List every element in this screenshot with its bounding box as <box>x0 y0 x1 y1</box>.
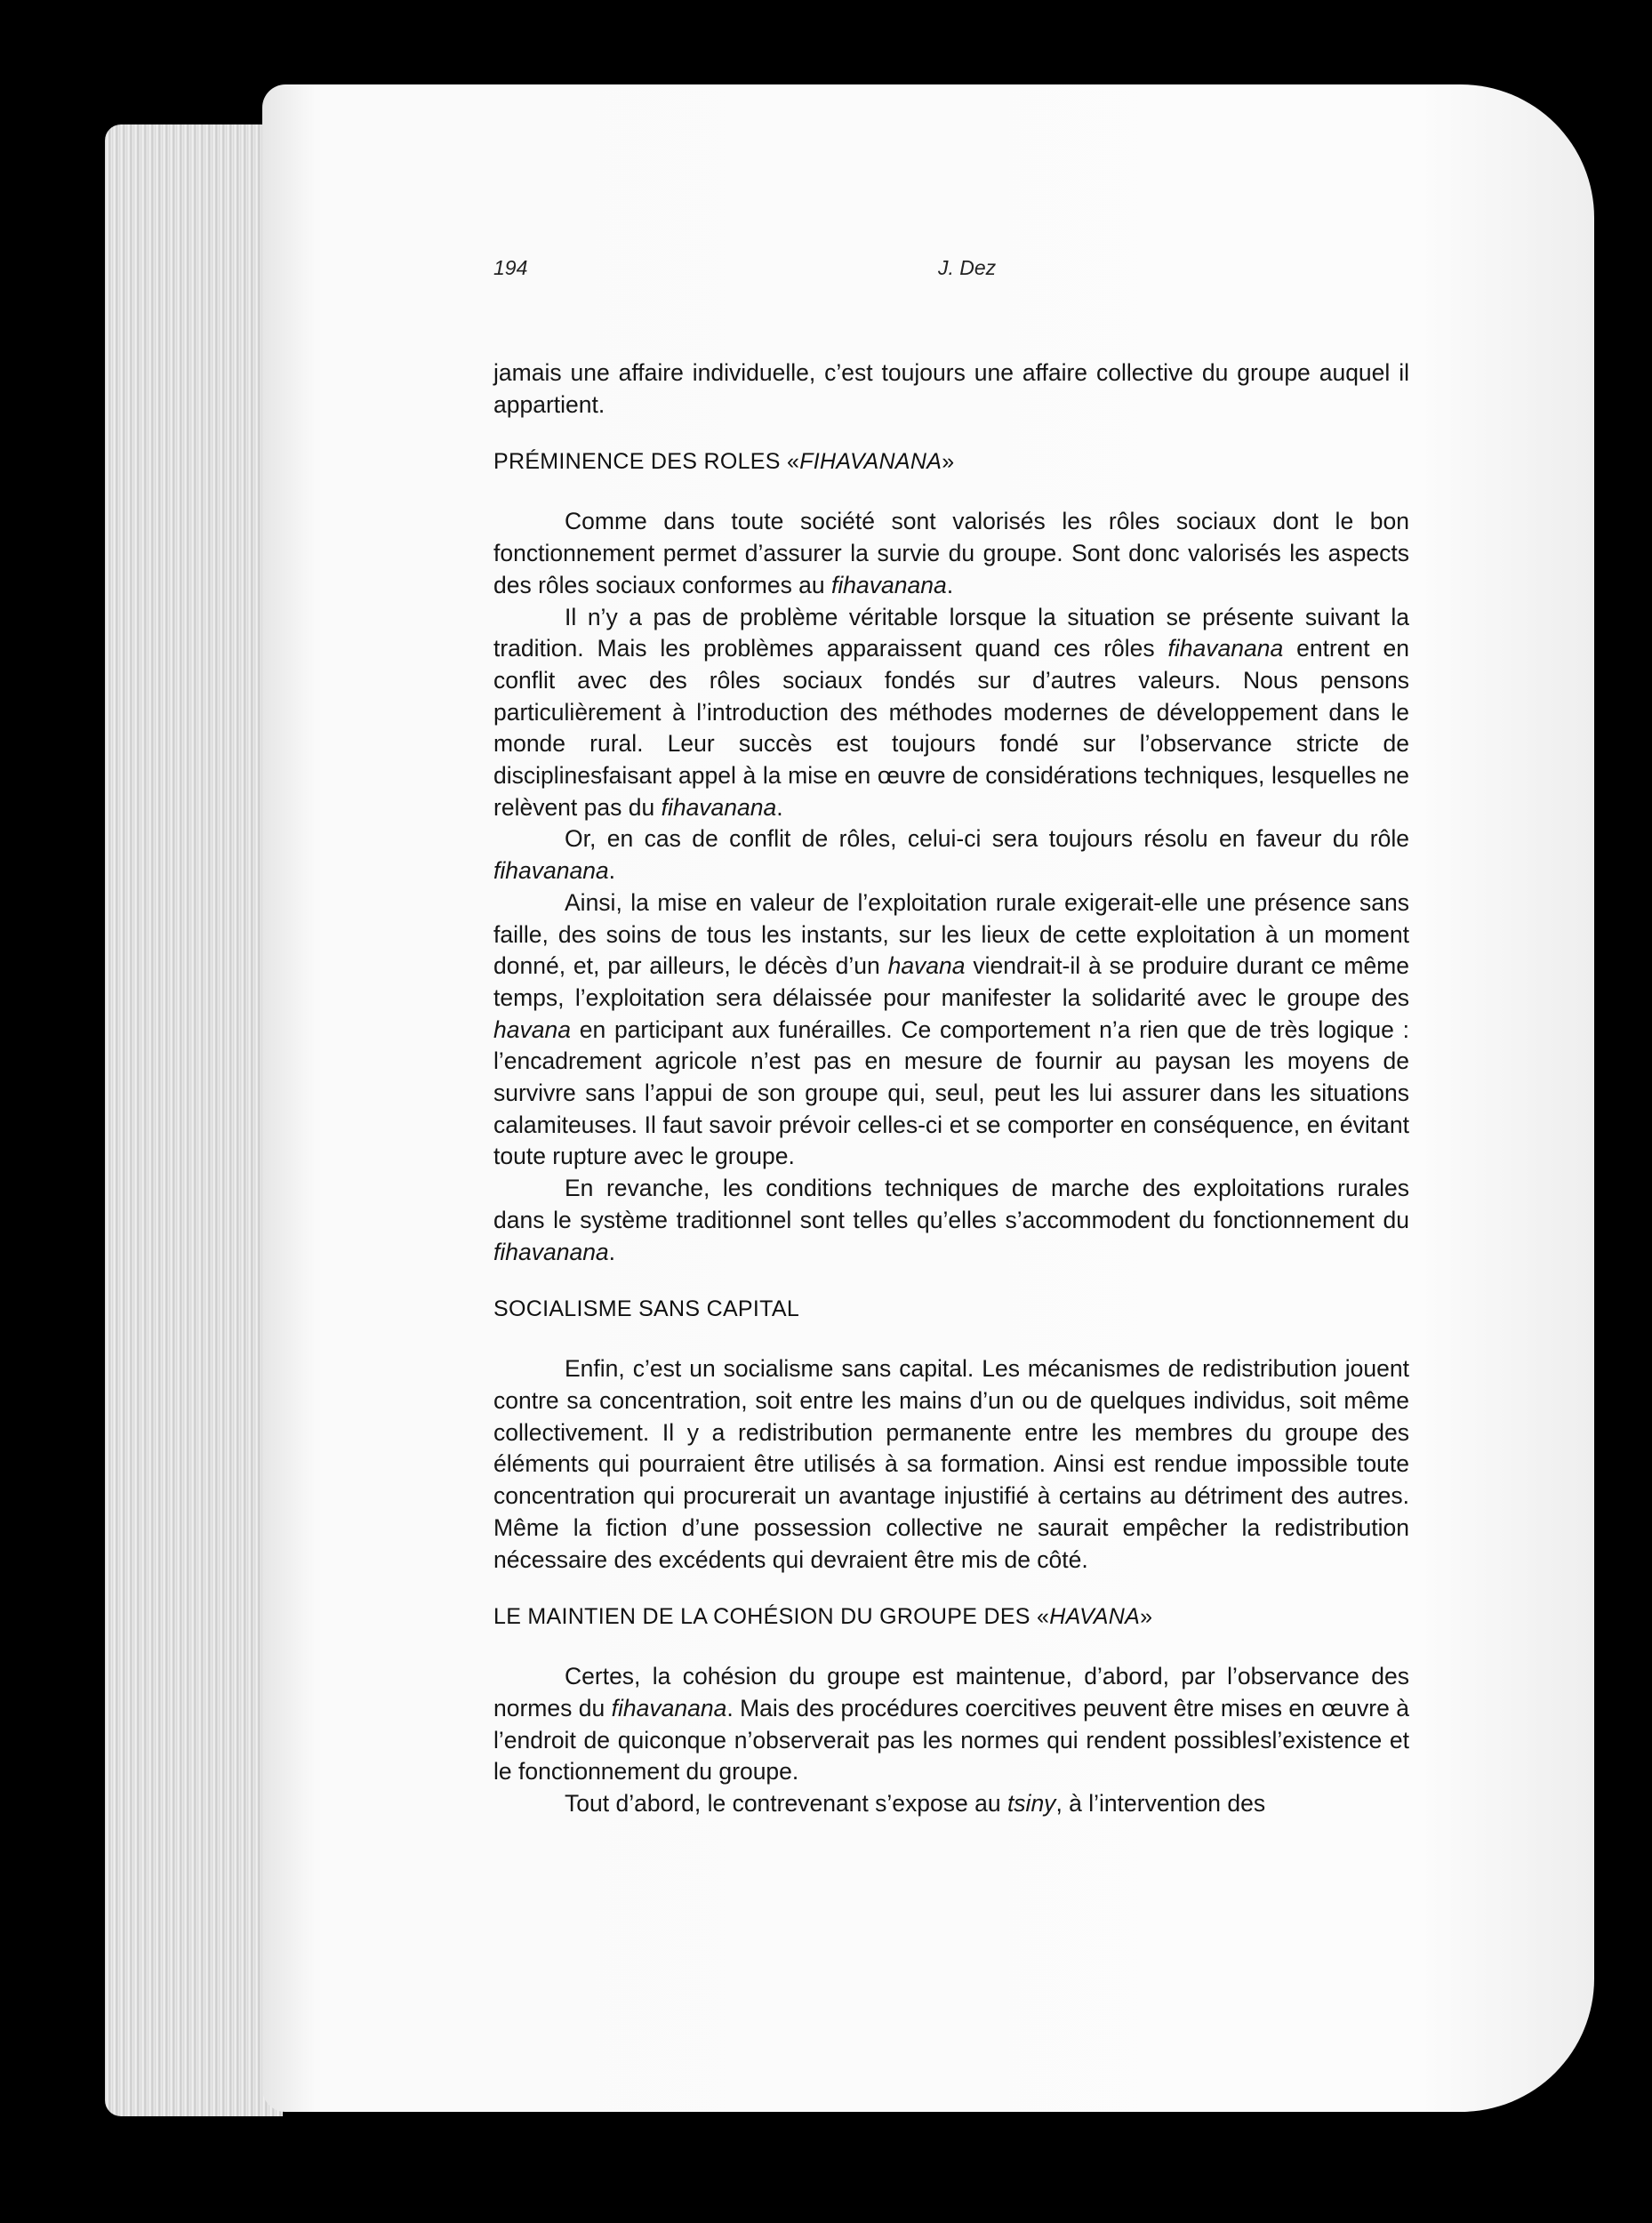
italic-term: havana <box>493 1015 571 1043</box>
italic-term: fihavanana <box>661 793 777 821</box>
paragraph <box>493 823 1409 887</box>
text-run: » <box>942 449 955 475</box>
paragraph <box>493 1173 1409 1268</box>
paragraph <box>493 1661 1409 1788</box>
running-head-author: J. Dez <box>938 256 997 279</box>
page-number: 194 <box>493 256 528 279</box>
text-run: en participant aux funérailles. Ce comportement n’a rien que de très logique : l’encadrement agricole n’est pas en mesure de fournir au paysan les moyens de survivre sans l’appui de son groupe qui, seul, peut les lui assurer dans les situations calamiteuses. Il faut savoir prévoir celles-ci et se comporter en conséquence, en évitant toute rupture avec le groupe. <box>493 1015 1409 1170</box>
running-head <box>493 256 1409 292</box>
text-run: SOCIALISME SANS CAPITAL <box>493 1296 800 1322</box>
text-run: Comme dans toute société sont valorisés les rôles sociaux dont le bon fonctionnement permet d’assurer la survie du groupe. Sont donc valorisés les aspects des rôles sociaux conformes au <box>493 508 1409 598</box>
italic-term: havana <box>887 952 966 980</box>
italic-term: fihavanana <box>1167 635 1284 662</box>
text-run: . <box>608 857 616 885</box>
text-run: . <box>776 793 783 821</box>
paragraph <box>493 1788 1409 1820</box>
text-run: jamais une affaire individuelle, c’est toujours une affaire collective du groupe auquel il appartient. <box>493 359 1409 418</box>
text-run: En revanche, les conditions techniques de marche des exploitations rurales dans le système traditionnel sont telles qu’elles s’accommodent du fonctionnement du <box>493 1175 1409 1233</box>
text-run: LE MAINTIEN DE LA COHÉSION DU GROUPE DES « <box>493 1604 1050 1630</box>
text-run: . Mais des procédures coercitives peuvent être mises en œuvre à l’endroit de quiconque n’observerait pas les normes qui rendent possiblesl’existence et le fonctionnement du groupe. <box>493 1694 1409 1786</box>
text-run: . <box>608 1238 616 1265</box>
section-heading <box>493 447 1409 476</box>
paragraph <box>493 506 1409 601</box>
italic-term: HAVANA <box>1049 1604 1141 1630</box>
italic-term: fihavanana <box>831 571 947 598</box>
paragraph <box>493 357 1409 421</box>
text-run: Certes, la cohésion du groupe est maintenue, d’abord, par l’observance des normes du <box>493 1663 1409 1721</box>
section-heading <box>493 1602 1409 1631</box>
italic-term: FIHAVANANA <box>799 449 942 475</box>
body-text <box>493 357 1409 1820</box>
text-run: » <box>1140 1604 1153 1630</box>
text-run: Enfin, c’est un socialisme sans capital. Les mécanismes de redistribution jouent contre sa concentration, soit entre les mains d’un ou de quelques individus, soit même collectivement. Il y a redistribution permanente entre les membres du groupe des éléments qui pourraient être utilisés à sa formation. Ainsi est rendue impossible toute concentration qui procurerait un avantage injustifié à certains au détriment des autres. Même la fiction d’une possession collective ne saurait empêcher la redistribution nécessaire des excédents qui devraient être mis de côté. <box>493 1355 1409 1573</box>
text-run: . <box>946 571 954 598</box>
text-run: Or, en cas de conflit de rôles, celui-ci sera toujours résolu en faveur du rôle <box>565 825 1409 853</box>
paragraph <box>493 1353 1409 1576</box>
page-stack-edges <box>105 124 283 2116</box>
text-run: , à l’intervention des <box>1055 1790 1266 1818</box>
text-run: Tout d’abord, le contrevenant s’expose au <box>565 1790 1007 1818</box>
paragraph <box>493 602 1409 824</box>
text-run: Il n’y a pas de problème véritable lorsque la situation se présente suivant la tradition. Mais les problèmes apparaissent quand ces rôles <box>493 603 1409 662</box>
section-heading <box>493 1295 1409 1323</box>
paragraph <box>493 887 1409 1173</box>
text-run: entrent en conflit avec des rôles sociaux fondés sur d’autres valeurs. Nous pensons particulièrement à l’introduction des méthodes modernes de développement dans le monde rural. Leur succès est toujours fondé sur l’observance stricte de disciplinesfaisant appel à la mise en œuvre de considérations techniques, lesquelles ne relèvent pas du <box>493 635 1410 821</box>
italic-term: fihavanana <box>493 857 609 885</box>
italic-term: tsiny <box>1006 1790 1056 1818</box>
italic-term: fihavanana <box>611 1694 727 1721</box>
text-run: viendrait-il à se produire durant ce même temps, l’exploitation sera délaissée pour manifester la solidarité avec le groupe des <box>493 952 1410 1011</box>
text-run: Ainsi, la mise en valeur de l’exploitation rurale exigerait-elle une présence sans faille, des soins de tous les instants, sur les lieux de cette exploitation à un moment donné, et, par ailleurs, le décès d’un <box>493 888 1409 980</box>
italic-term: fihavanana <box>493 1238 609 1265</box>
text-run: PRÉMINENCE DES ROLES « <box>493 449 800 475</box>
